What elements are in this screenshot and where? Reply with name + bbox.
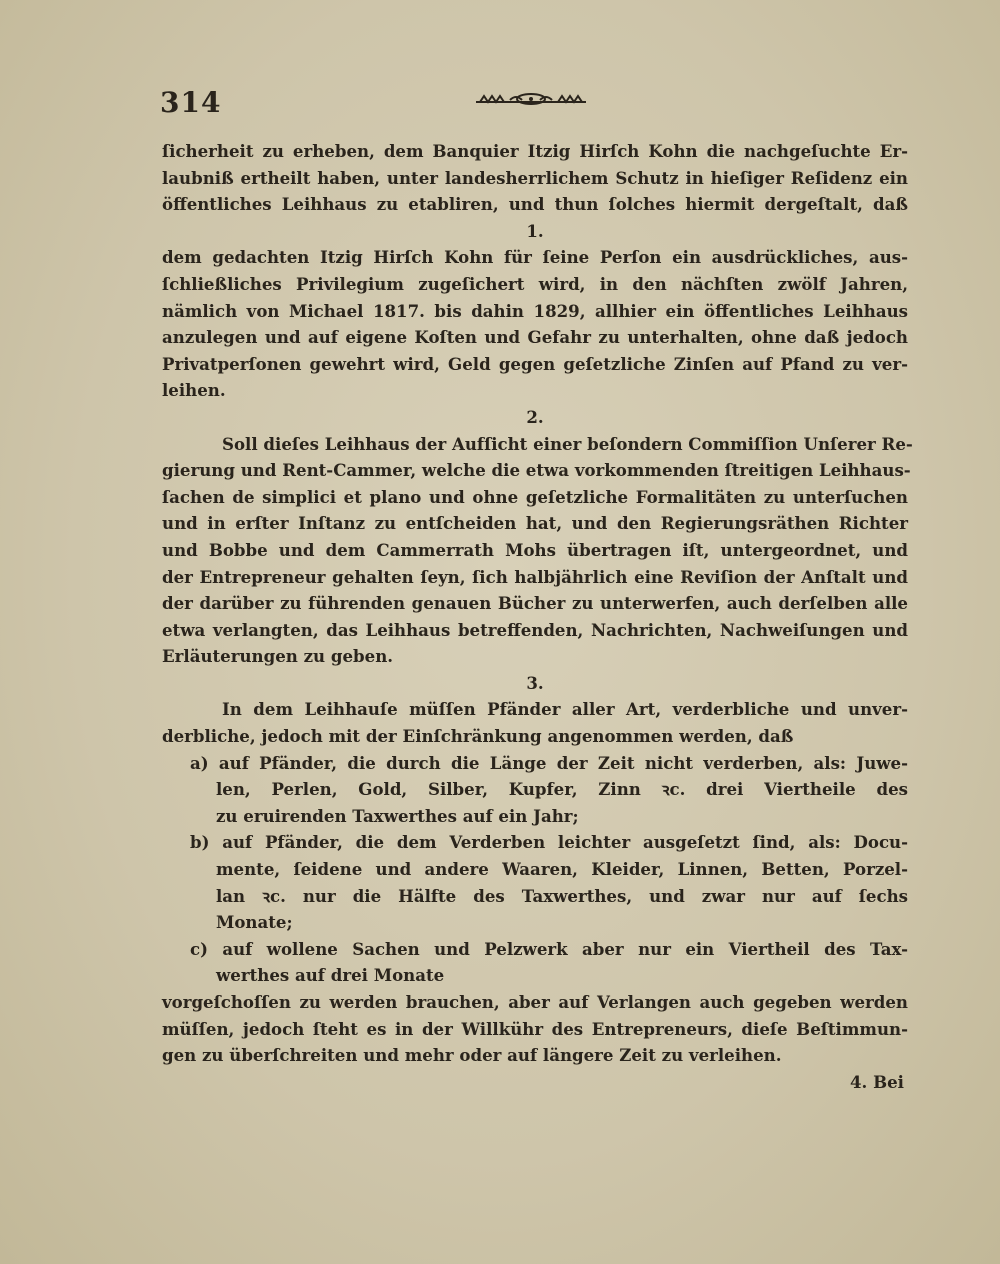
text-line: ſachen de simplici et plano und ohne geſetzliche Formalitäten zu unterſuchen [162, 486, 908, 507]
text-line: der darüber zu führenden genauen Bücher zu unterwerfen, auch derſelben alle [162, 593, 908, 614]
text-line: müſſen, jedoch ſteht es in der Willkühr des Entrepreneurs, dieſe Beſtimmun- [162, 1018, 908, 1039]
text-line: etwa verlangten, das Leihhaus betreffenden, Nachrichten, Nachweiſungen und [162, 619, 908, 640]
text-line: ſchließliches Privilegium zugeſichert wird, in den nächſten zwölf Jahren, [162, 273, 908, 294]
text-line: 3. [526, 672, 544, 693]
body-text [162, 138, 913, 1095]
decorative-rule-icon [474, 92, 588, 106]
text-line: werthes auf drei Monate [216, 965, 445, 986]
text-line: len, Perlen, Gold, Silber, Kupfer, Zinn ꝛc. drei Viertheile des [216, 779, 908, 800]
text-line: lan ꝛc. nur die Hälfte des Taxwerthes, und zwar nur auf ſechs [216, 885, 908, 906]
text-line: und Bobbe und dem Cammerrath Mohs übertragen iſt, untergeordnet, und [162, 539, 908, 560]
text-line: mente, ſeidene und andere Waaren, Kleider, Linnen, Betten, Porzel- [216, 859, 908, 880]
text-line: nämlich von Michael 1817. bis dahin 1829, allhier ein öffentliches Leihhaus [162, 300, 908, 321]
text-line: leihen. [162, 380, 226, 401]
text-line: der Entrepreneur gehalten ſeyn, ſich halbjährlich eine Reviſion der Anſtalt und [162, 566, 908, 587]
text-line: Monate; [216, 912, 293, 933]
page-number: 314 [160, 86, 222, 119]
text-line: In dem Leihhauſe müſſen Pfänder aller Art, verderbliche und unver- [222, 699, 908, 720]
text-line: Privatperſonen gewehrt wird, Geld gegen geſetzliche Zinſen auf Pfand zu ver- [162, 353, 908, 374]
text-line: 1. [526, 220, 544, 241]
text-line: anzulegen und auf eigene Koſten und Gefahr zu unterhalten, ohne daß jedoch [162, 327, 908, 348]
text-line: ſicherheit zu erheben, dem Banquier Itzig Hirſch Kohn die nachgeſuchte Er- [162, 141, 908, 161]
text-line: vorgeſchoſſen zu werden brauchen, aber auf Verlangen auch gegeben werden [162, 992, 908, 1012]
text-line: und in erſter Inſtanz zu entſcheiden hat, und den Regierungsräthen Richter [162, 513, 908, 534]
text-line: Erläuterungen zu geben. [162, 646, 394, 667]
text-line: a) auf Pfänder, die durch die Länge der Zeit nicht verderben, als: Juwe- [190, 752, 908, 773]
text-line: zu eruirenden Taxwerthes auf ein Jahr; [216, 805, 579, 826]
text-line: 2. [526, 406, 544, 427]
text-line: 4. Bei [850, 1071, 904, 1092]
text-line: Soll dieſes Leihhaus der Aufſicht einer beſondern Commiſſion Unſerer Re- [222, 433, 913, 454]
text-line: b) auf Pfänder, die dem Verderben leichter ausgeſetzt ſind, als: Docu- [190, 832, 908, 853]
text-line: laubniß ertheilt haben, unter landesherrlichem Schutz in hieſiger Reſidenz ein [162, 167, 908, 188]
text-line: c) auf wollene Sachen und Pelzwerk aber nur ein Viertheil des Tax- [190, 938, 908, 959]
text-line: gierung und Rent-Cammer, welche die etwa vorkommenden ſtreitigen Leihhaus- [162, 460, 911, 481]
text-line: derbliche, jedoch mit der Einſchränkung angenommen werden, daß [162, 726, 794, 747]
text-line: öffentliches Leihhaus zu etabliren, und thun ſolches hiermit dergeſtalt, daß [162, 194, 908, 215]
text-line: gen zu überſchreiten und mehr oder auf längere Zeit zu verleihen. [162, 1045, 782, 1066]
text-line: dem gedachten Itzig Hirſch Kohn für ſeine Perſon ein ausdrückliches, aus- [162, 247, 908, 268]
